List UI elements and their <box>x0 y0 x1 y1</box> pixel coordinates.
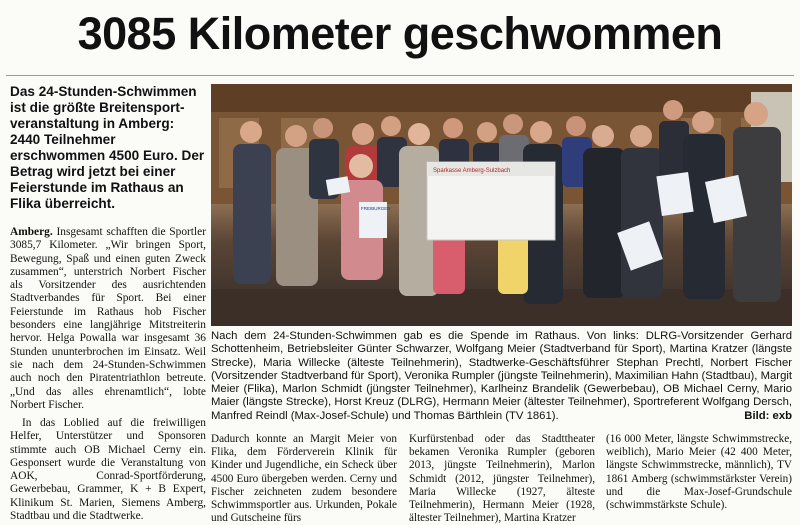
body-text-1: Insgesamt schafften die Sportler 3085,7 Kilometer. „Wir bringen Sport, Bewegung, Spaß und einen guten Zweck zusammen“, unterstrich Norbert Fischer als Vorsitzender des ausrichtenden Stadtverbandes für Sport. Bei einer Feierstunde im Rathaus hob Fischer besonders eine langjährige Mitstreiterin hervor. Helga Powalla war insgesamt 36 Stunden ununterbrochen im Einsatz. Weil sie nach dem 24-Stunden-Schwimmen auch noch den Piratentriathlon betreute. „Und das alles ehrenamtlich“, lobte Norbert Fischer. <box>10 226 206 411</box>
check-bank-text: Sparkasse Amberg-Sulzbach <box>433 168 511 174</box>
dateline: Amberg. <box>10 226 53 238</box>
divider <box>6 75 794 76</box>
group-photo <box>211 84 792 326</box>
body-paragraph-1 <box>10 226 206 412</box>
headline: 3085 Kilometer geschwommen <box>77 8 723 59</box>
body-paragraph-2: In das Loblied auf die freiwilligen Helfer, Unterstützer und Sponsoren stimmte auch OB Michael Cerny ein. Gesponsert wurde die Veranstaltung von AOK, Conrad-Sportförderung, Gewerbebau, Grammer, K + B Expert, Klinikum St. Marien, Siemens Amberg, Stadtbau und die Stadtwerke. <box>10 417 206 523</box>
caption-text: Nach dem 24-Stunden-Schwimmen gab es die Spende im Rathaus. Von links: DLRG-Vorsitzender Gerhard Schottenheim, Betriebsleiter Günter Schwarzer, Wolfgang Meier (Stadtverband für Sport), Martina Kratzer (längste Strecke), Maria Willecke (älteste Teilnehmerin), Stadtwerke-Geschäftsführer Stephan Prechtl, Norbert Fischer (Vorsitzender Stadtverband für Sport), Veronika Rumpler (jüngste Teilnehmerin), Maximilian Hahn (Stadtbau), Margit Meier (Flika), Marlon Schmidt (jüngster Teilnehmer), Karlheinz Brandelik (Gewerbebau), OB Michael Cerny, Mario Maier (längste Strecke), Horst Kreuz (DLRG), Hermann Meier (ältester Teilnehmer), Sportreferent Wolfgang Dersch, Manfred Reindl (Max-Josef-Schule) und Thomas Bärthlein (TV 1861). <box>211 330 792 422</box>
body-column-4: (16 000 Meter, längste Schwimmstrecke, weiblich), Mario Meier (42 400 Meter, längste Schwimmstrecke, männlich), TV 1861 Amberg (schwimmstärkster Verein) und die Max-Josef-Grundschule (schwimmstärkste Schule). <box>606 433 792 512</box>
sign-text: FREIBURGER <box>361 206 391 211</box>
photo-caption <box>211 330 792 423</box>
lead-paragraph: Das 24-Stunden-Schwimmen ist die größte Breitensportveranstaltung in Amberg: 2440 Teilnehmer erschwommen 4500 Euro. Der Betrag wird jetzt bei einer Feierstunde im Rathaus an Flika überreicht. <box>10 84 205 211</box>
body-column-3: Kurfürstenbad oder das Stadttheater bekamen Veronika Rumpler (geboren 2013, jüngste Teilnehmerin), Marlon Schmidt (2012, jüngster Teilnehmer), Maria Willecke (1927, älteste Teilnehmerin), Hermann Meier (1928, ältester Teilnehmer), Martina Kratzer <box>409 433 595 525</box>
photo-credit: Bild: exb <box>744 409 792 422</box>
body-column-2: Dadurch konnte an Margit Meier von Flika, dem Förderverein Klinik für Kinder und Jugendliche, ein Scheck über 4500 Euro übergeben werden. Cerny und Fischer zeichneten zudem besondere Schwimmsportler aus. Urkunden, Pokale und Gutscheine fürs <box>211 433 397 525</box>
